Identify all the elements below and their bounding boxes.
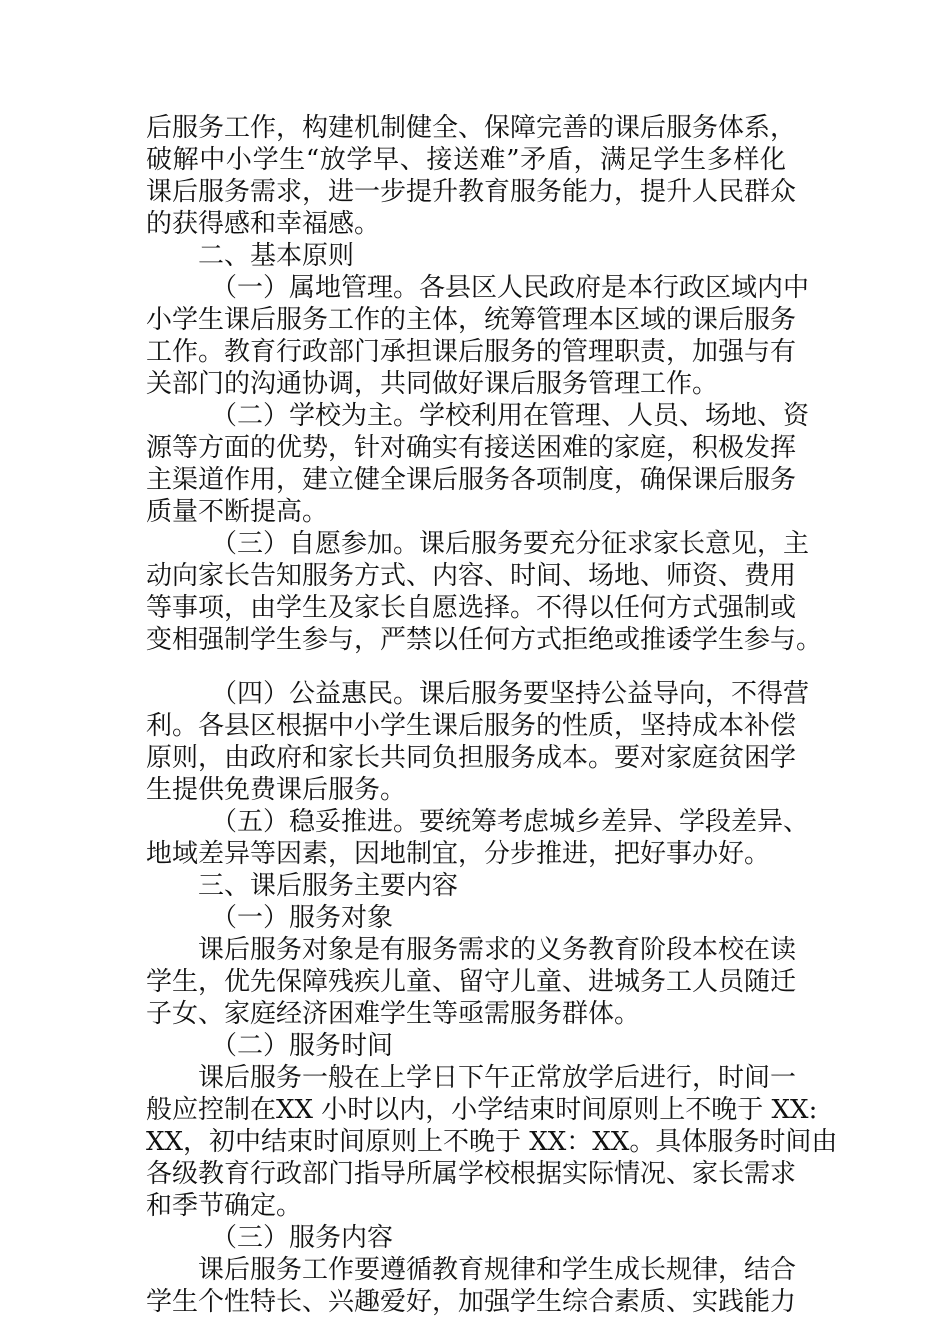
text-line: 动向家长告知服务方式、内容、时间、场地、师资、费用 [146, 561, 797, 591]
section-heading: 三、课后服务主要内容 [198, 871, 459, 901]
text-line: 主渠道作用，建立健全课后服务各项制度，确保课后服务 [146, 465, 797, 495]
subsection-heading: （三）服务内容 [211, 1223, 394, 1253]
text-line: 般应控制在XX 小时以内，小学结束时间原则上不晚于 XX: [146, 1095, 818, 1125]
text-line: 质量不断提高。 [146, 497, 329, 527]
text-line: 课后服务一般在上学日下午正常放学后进行，时间一 [198, 1063, 797, 1093]
text-line: 工作。教育行政部门承担课后服务的管理职责，加强与有 [146, 337, 797, 367]
text-line: 源等方面的优势，针对确实有接送困难的家庭，积极发挥 [146, 433, 797, 463]
text-line: 子女、家庭经济困难学生等亟需服务群体。 [146, 999, 641, 1029]
text-line: （二）学校为主。学校利用在管理、人员、场地、资 [211, 401, 810, 431]
text-line: （五）稳妥推进。要统筹考虑城乡差异、学段差异、 [211, 807, 810, 837]
document-body [146, 112, 838, 1318]
text-line: 学生，优先保障残疾儿童、留守儿童、进城务工人员随迁 [146, 967, 797, 997]
paragraph-gap [146, 656, 786, 678]
text-line: 变相强制学生参与，严禁以任何方式拒绝或推诿学生参与。 [146, 625, 823, 655]
text-line: 课后服务工作要遵循教育规律和学生成长规律，结合 [198, 1255, 797, 1285]
text-line: 小学生课后服务工作的主体，统筹管理本区域的课后服务 [146, 305, 797, 335]
text-line: XX，初中结束时间原则上不晚于 XX：XX。具体服务时间由 [146, 1127, 838, 1157]
text-line: （四）公益惠民。课后服务要坚持公益导向，不得营 [211, 679, 810, 709]
text-line: 的获得感和幸福感。 [146, 209, 381, 239]
text-line: 等事项，由学生及家长自愿选择。不得以任何方式强制或 [146, 593, 797, 623]
text-line: 和季节确定。 [146, 1191, 303, 1221]
text-line: 生提供免费课后服务。 [146, 775, 407, 805]
text-line: 地域差异等因素，因地制宜，分步推进，把好事办好。 [146, 839, 771, 869]
text-line: 课后服务需求，进一步提升教育服务能力，提升人民群众 [146, 177, 797, 207]
subsection-heading: （二）服务时间 [211, 1031, 394, 1061]
text-line: 关部门的沟通协调，共同做好课后服务管理工作。 [146, 369, 719, 399]
text-line: 学生个性特长、兴趣爱好，加强学生综合素质、实践能力 [146, 1287, 797, 1317]
section-heading: 二、基本原则 [198, 241, 355, 271]
text-line: （一）属地管理。各县区人民政府是本行政区域内中 [211, 273, 810, 303]
text-line: 原则，由政府和家长共同负担服务成本。要对家庭贫困学 [146, 743, 797, 773]
text-line: 各级教育行政部门指导所属学校根据实际情况、家长需求 [146, 1159, 797, 1189]
text-line: 课后服务对象是有服务需求的义务教育阶段本校在读 [198, 935, 797, 965]
text-line: 利。各县区根据中小学生课后服务的性质，坚持成本补偿 [146, 711, 797, 741]
subsection-heading: （一）服务对象 [211, 903, 394, 933]
text-line: 后服务工作，构建机制健全、保障完善的课后服务体系， [146, 113, 797, 143]
text-line: 破解中小学生“放学早、接送难”矛盾，满足学生多样化 [146, 145, 786, 175]
text-line: （三）自愿参加。课后服务要充分征求家长意见，主 [211, 529, 810, 559]
